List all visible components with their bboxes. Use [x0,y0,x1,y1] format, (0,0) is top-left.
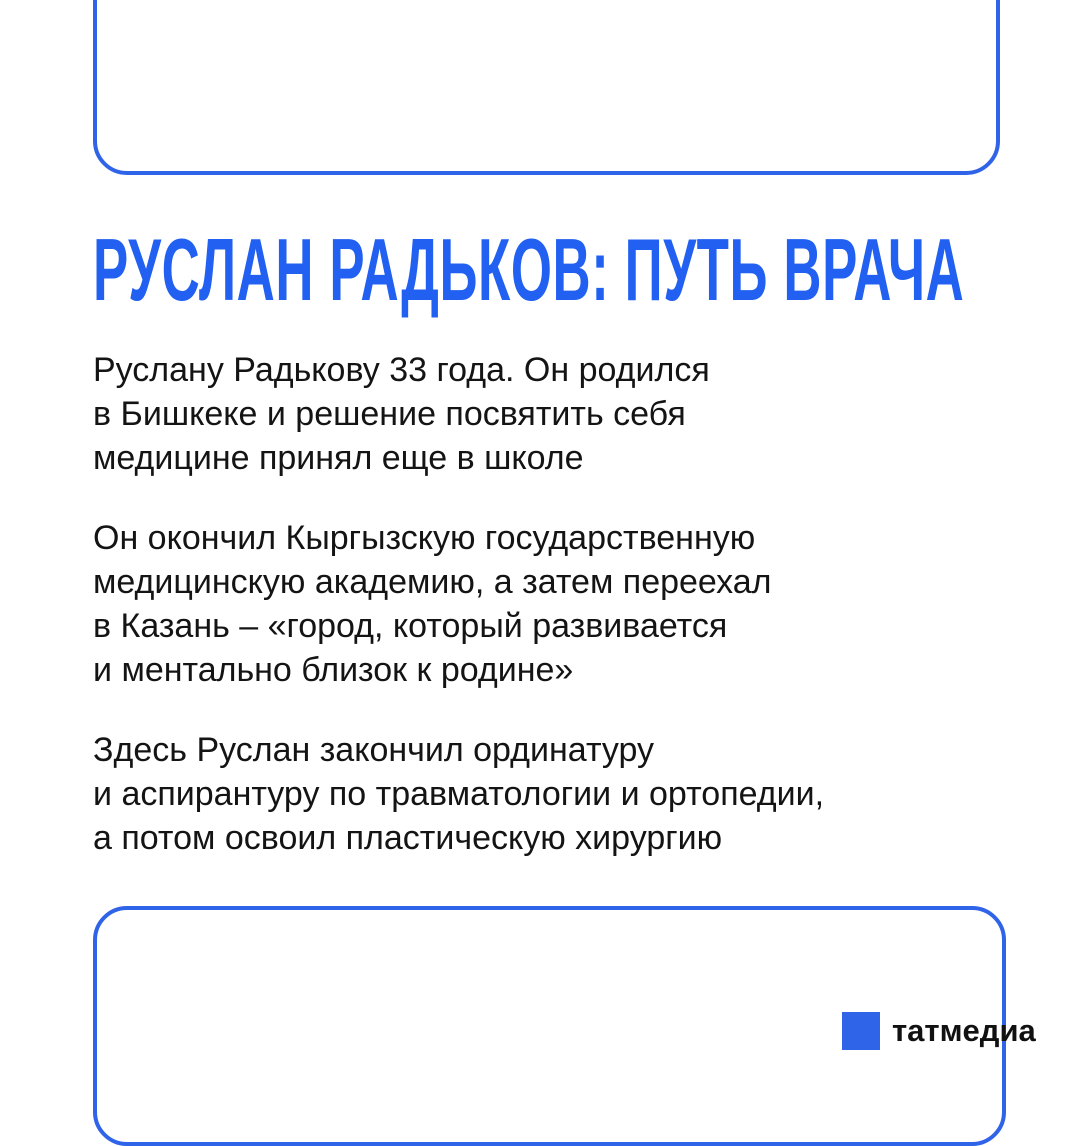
paragraph-line: и аспирантуру по травматологии и ортопедии, [93,775,825,813]
paragraph-line: Руслану Радькову 33 года. Он родился [93,351,710,389]
brand-logo [842,1010,1036,1052]
decorative-frame-top [93,0,1000,175]
paragraph-line: а потом освоил пластическую хирургию [93,819,723,857]
paragraph-line: в Бишкеке и решение посвятить себя [93,395,686,433]
paragraph-2 [93,516,993,692]
logo-square-icon [842,1012,880,1050]
paragraph-line: Он окончил Кыргызскую государственную [93,519,756,557]
paragraph-line: Здесь Руслан закончил ординатуру [93,731,655,769]
paragraph-line: в Казань – «город, который развивается [93,607,728,645]
paragraph-3 [93,728,993,860]
paragraph-1 [93,348,993,480]
page-title: РУСЛАН РАДЬКОВ: ПУТЬ ВРАЧА [93,220,965,319]
paragraph-line: медицинскую академию, а затем переехал [93,563,772,601]
paragraph-line: медицине принял еще в школе [93,439,584,477]
logo-text: татмедиа [892,1013,1036,1048]
paragraph-line: и ментально близок к родине» [93,651,574,689]
